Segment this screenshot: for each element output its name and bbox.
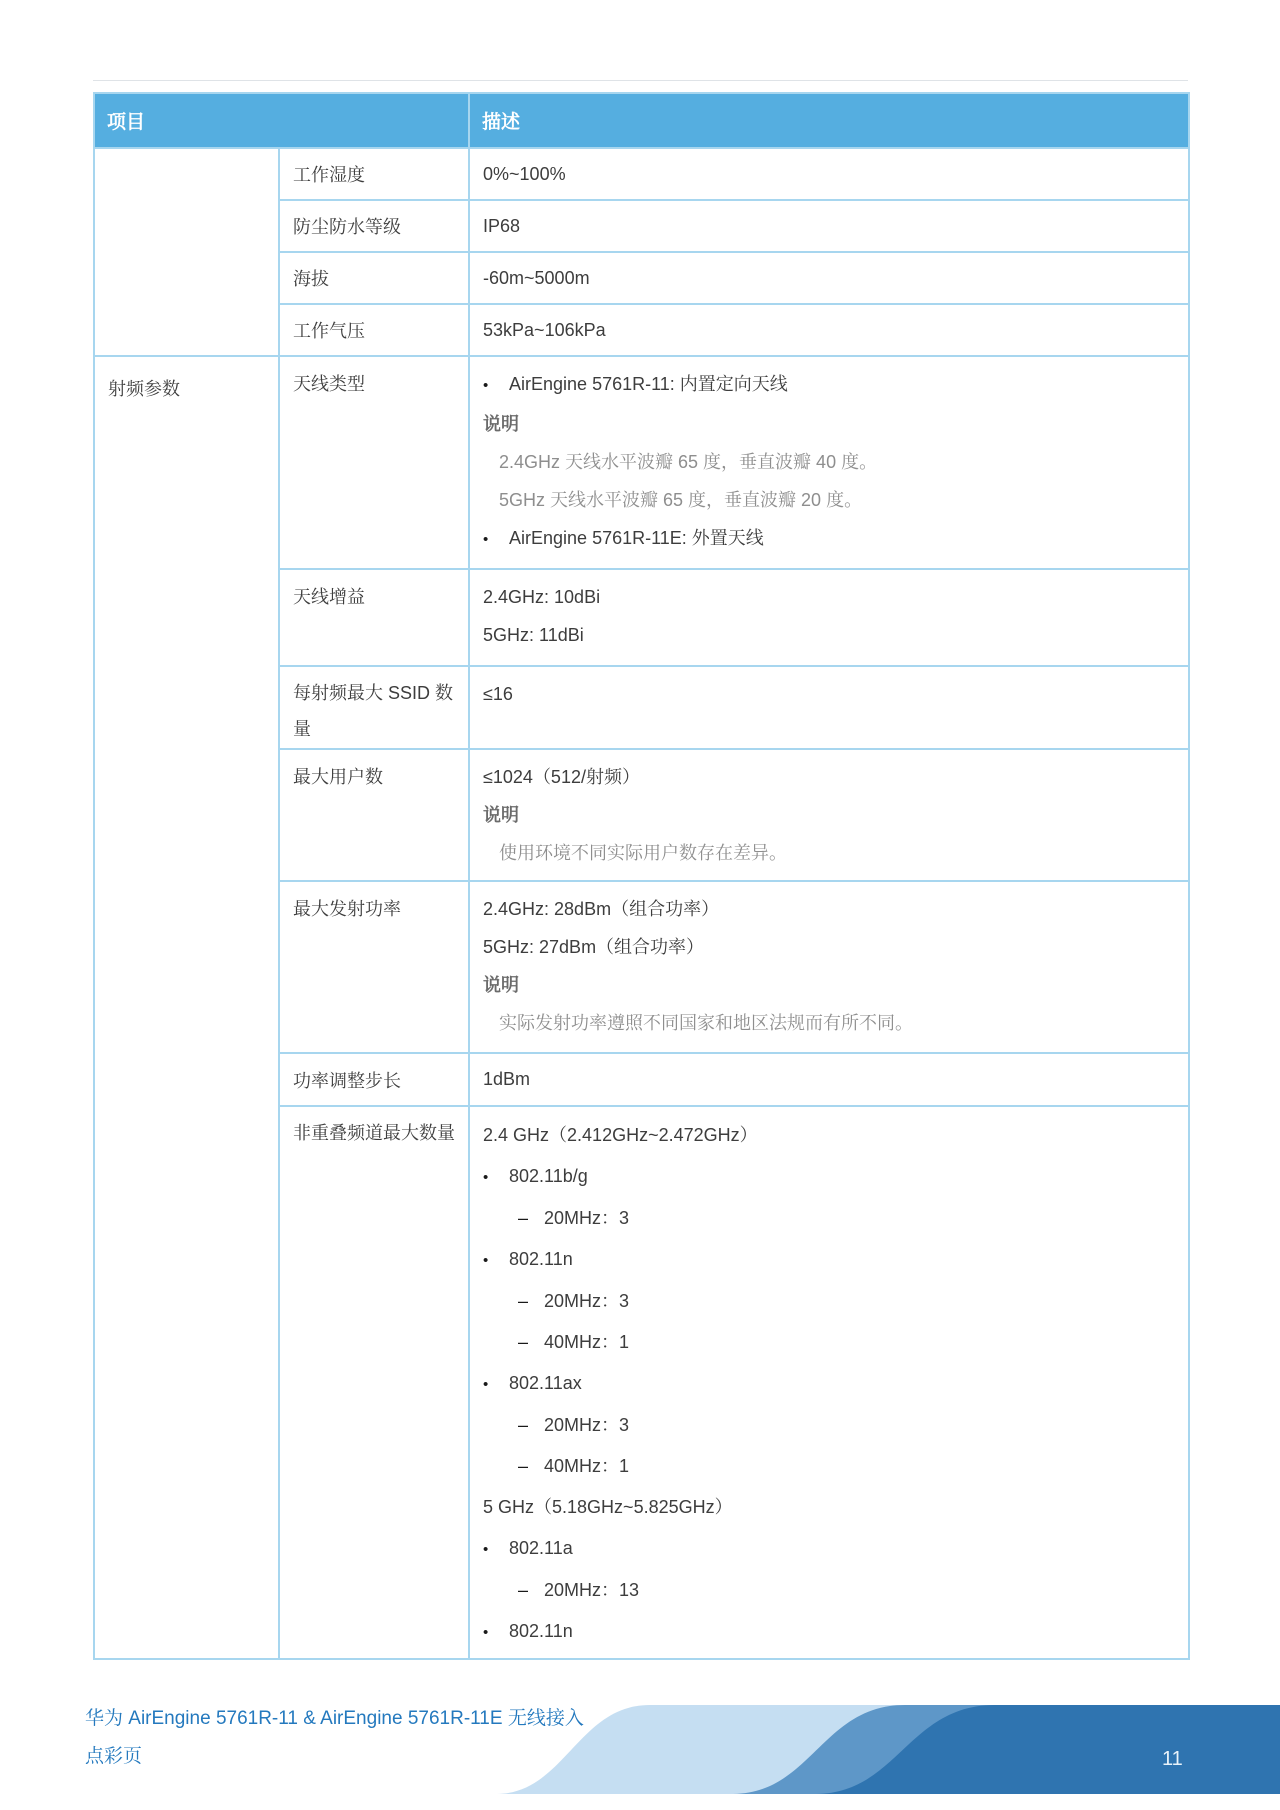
antenna-type-bullet1: AirEngine 5761R-11: 内置定向天线 xyxy=(509,374,788,394)
note-title: 说明 xyxy=(483,975,520,995)
row-channels-value xyxy=(469,1106,1189,1659)
antenna-gain-line1: 2.4GHz: 10dBi xyxy=(483,587,601,607)
note-line: 5GHz 天线水平波瓣 65 度，垂直波瓣 20 度。 xyxy=(499,490,863,510)
bullet-marker: • xyxy=(483,377,489,394)
row-antenna-gain-label xyxy=(279,569,469,666)
channels-std-bg-20: 20MHz：3 xyxy=(544,1208,630,1228)
table-row-antenna-type xyxy=(94,356,1189,569)
row-power-step-value: 1dBm xyxy=(469,1053,1189,1106)
row-humidity-label: 工作湿度 xyxy=(279,148,469,200)
channels-std-bg: 802.11b/g xyxy=(509,1166,588,1186)
column-header-description: 描述 xyxy=(469,93,1189,148)
sub-list-item xyxy=(483,1322,1175,1363)
max-ssid-value-text: ≤16 xyxy=(483,684,513,704)
max-tx-power-line2: 5GHz: 27dBm（组合功率） xyxy=(483,937,705,957)
note-title: 说明 xyxy=(483,414,520,434)
dash-marker: – xyxy=(518,1291,529,1311)
channels-std-n2: 802.11n xyxy=(509,1249,573,1269)
antenna-gain-line2: 5GHz: 11dBi xyxy=(483,625,584,645)
row-max-users-value xyxy=(469,749,1189,881)
bullet-marker: • xyxy=(483,1624,489,1641)
row-channels-label-text: 非重叠频道最大数量 xyxy=(293,1123,455,1143)
list-item xyxy=(483,1611,1175,1653)
note-line: 实际发射功率遵照不同国家和地区法规而有所不同。 xyxy=(499,1013,914,1033)
list-item xyxy=(483,1528,1175,1570)
row-antenna-type-value xyxy=(469,356,1189,569)
row-max-tx-power-label xyxy=(279,881,469,1053)
sub-list-item xyxy=(483,1198,1175,1239)
list-item xyxy=(483,1239,1175,1281)
dash-marker: – xyxy=(518,1332,529,1352)
row-max-ssid-label xyxy=(279,666,469,749)
spec-table xyxy=(93,92,1190,1660)
row-power-step-label: 功率调整步长 xyxy=(279,1053,469,1106)
bullet-marker: • xyxy=(483,1541,489,1558)
row-max-users-label-text: 最大用户数 xyxy=(293,767,383,787)
row-altitude-value: -60m~5000m xyxy=(469,252,1189,304)
env-category-cell xyxy=(94,148,279,356)
antenna-type-bullet2: AirEngine 5761R-11E: 外置天线 xyxy=(509,528,764,548)
max-tx-power-line1: 2.4GHz: 28dBm（组合功率） xyxy=(483,899,720,919)
note-line: 使用环境不同实际用户数存在差异。 xyxy=(499,843,788,863)
bullet-marker: • xyxy=(483,531,489,548)
table-row-humidity xyxy=(94,148,1189,200)
bullet-marker: • xyxy=(483,1169,489,1186)
list-item xyxy=(483,1156,1175,1198)
dash-marker: – xyxy=(518,1580,529,1600)
note-line: 2.4GHz 天线水平波瓣 65 度，垂直波瓣 40 度。 xyxy=(499,452,878,472)
row-antenna-gain-value xyxy=(469,569,1189,666)
row-pressure-label: 工作气压 xyxy=(279,304,469,356)
bullet-marker: • xyxy=(483,1376,489,1393)
channels-band-2g: 2.4 GHz（2.412GHz~2.472GHz） xyxy=(483,1125,758,1145)
row-antenna-type-label xyxy=(279,356,469,569)
sub-list-item xyxy=(483,1446,1175,1487)
column-header-item: 项目 xyxy=(94,93,469,148)
max-users-value-text: ≤1024（512/射频） xyxy=(483,767,640,787)
dash-marker: – xyxy=(518,1208,529,1228)
row-ip-rating-value: IP68 xyxy=(469,200,1189,252)
row-antenna-type-label-text: 天线类型 xyxy=(293,374,365,394)
row-pressure-value: 53kPa~106kPa xyxy=(469,304,1189,356)
page-number: 11 xyxy=(1162,1748,1183,1770)
channels-std-a: 802.11a xyxy=(509,1538,573,1558)
sub-list-item xyxy=(483,1281,1175,1322)
channels-std-ax-40: 40MHz：1 xyxy=(544,1456,630,1476)
list-item xyxy=(483,519,1175,559)
list-item xyxy=(483,1363,1175,1405)
row-ip-rating-label: 防尘防水等级 xyxy=(279,200,469,252)
channels-std-n2-20: 20MHz：3 xyxy=(544,1291,630,1311)
row-max-users-label xyxy=(279,749,469,881)
row-humidity-value: 0%~100% xyxy=(469,148,1189,200)
note-title: 说明 xyxy=(483,805,520,825)
dash-marker: – xyxy=(518,1415,529,1435)
row-antenna-gain-label-text: 天线增益 xyxy=(293,587,365,607)
row-channels-label xyxy=(279,1106,469,1659)
rf-section-label: 射频参数 xyxy=(94,356,279,1659)
footer-doc-title-line1: 华为 AirEngine 5761R-11 & AirEngine 5761R-11E 无线接入 xyxy=(85,1708,584,1729)
channels-std-a-20: 20MHz：13 xyxy=(544,1580,640,1600)
dash-marker: – xyxy=(518,1456,529,1476)
sub-list-item xyxy=(483,1405,1175,1446)
bullet-marker: • xyxy=(483,1252,489,1269)
footer-doc-title-line2: 点彩页 xyxy=(85,1746,143,1767)
row-max-ssid-value xyxy=(469,666,1189,749)
row-altitude-label: 海拔 xyxy=(279,252,469,304)
top-divider-line xyxy=(93,80,1188,81)
list-item xyxy=(483,365,1175,405)
footer-doc-title xyxy=(85,1700,584,1776)
sub-list-item xyxy=(483,1570,1175,1611)
channels-std-ax-20: 20MHz：3 xyxy=(544,1415,630,1435)
row-max-ssid-label-text: 每射频最大 SSID 数量 xyxy=(293,683,454,739)
channels-std-n2-40: 40MHz：1 xyxy=(544,1332,630,1352)
row-max-tx-power-label-text: 最大发射功率 xyxy=(293,899,401,919)
channels-band-5g: 5 GHz（5.18GHz~5.825GHz） xyxy=(483,1497,733,1517)
row-max-tx-power-value xyxy=(469,881,1189,1053)
channels-std-n5: 802.11n xyxy=(509,1621,573,1641)
channels-std-ax: 802.11ax xyxy=(509,1373,582,1393)
table-header-row xyxy=(94,93,1189,148)
